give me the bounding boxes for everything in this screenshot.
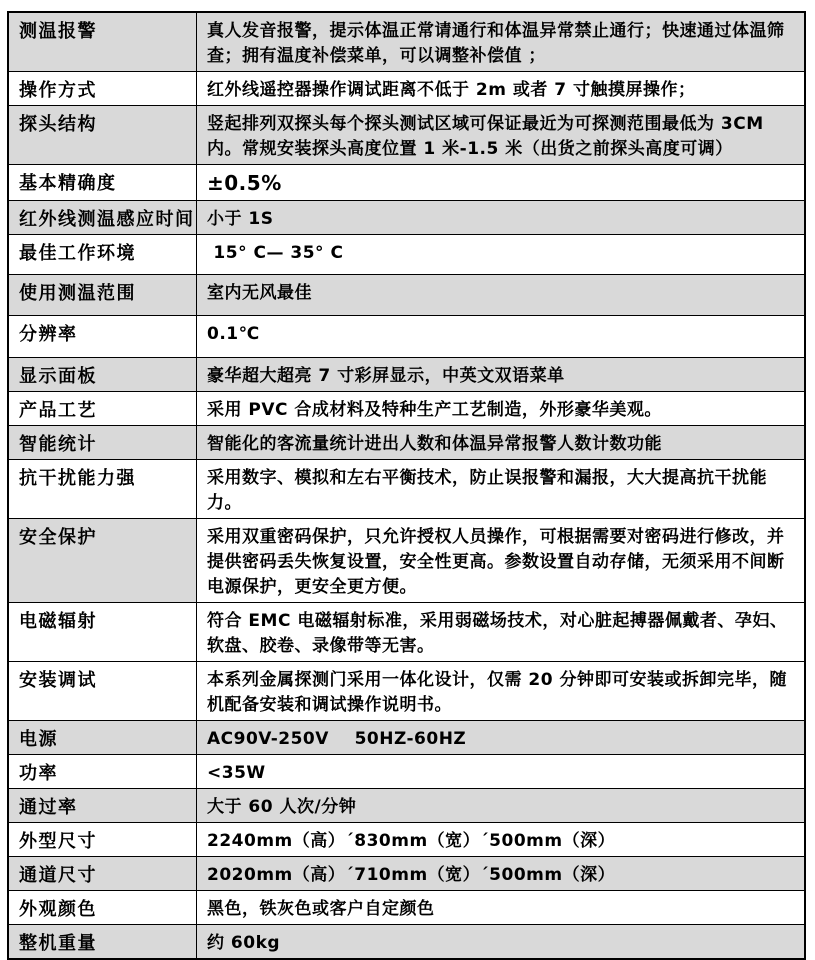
- spec-label-cell: 分辨率: [9, 316, 197, 357]
- spec-label-cell: 电源: [9, 721, 197, 754]
- spec-value-cell: 本系列金属探测门采用一体化设计，仅需 20 分钟即可安装或拆卸完毕，随机配备安装和调试操作说明书。: [197, 662, 804, 720]
- spec-value-cell: 竖起排列双探头每个探头测试区域可保证最近为可探测范围最低为 3CM 内。常规安装探头高度位置 1 米-1.5 米（出货之前探头高度可调）: [197, 106, 804, 164]
- spec-label-cell: 智能统计: [9, 426, 197, 459]
- spec-label-cell: 探头结构: [9, 106, 197, 164]
- spec-row: [9, 924, 804, 958]
- spec-value-cell: 采用数字、模拟和左右平衡技术，防止误报警和漏报，大大提高抗干扰能力。: [197, 460, 804, 518]
- spec-value-cell: 小于 1S: [197, 201, 804, 234]
- spec-row: [9, 105, 804, 164]
- spec-row: [9, 720, 804, 754]
- spec-row: [9, 788, 804, 822]
- spec-label-cell: 测温报警: [9, 13, 197, 71]
- spec-label-cell: 外型尺寸: [9, 823, 197, 856]
- spec-label-cell: 通道尺寸: [9, 857, 197, 890]
- spec-row: [9, 518, 804, 602]
- spec-row: [9, 822, 804, 856]
- spec-value-cell: 15° C— 35° C: [197, 235, 804, 274]
- spec-row: [9, 274, 804, 315]
- spec-label-cell: 产品工艺: [9, 392, 197, 425]
- spec-row: [9, 71, 804, 105]
- spec-value-cell: 智能化的客流量统计进出人数和体温异常报警人数计数功能: [197, 426, 804, 459]
- spec-label-cell: 最佳工作环境: [9, 235, 197, 274]
- spec-label-cell: 显示面板: [9, 358, 197, 391]
- spec-value-cell: 红外线遥控器操作调试距离不低于 2m 或者 7 寸触摸屏操作；: [197, 72, 804, 105]
- spec-value-cell: 室内无风最佳: [197, 275, 804, 315]
- spec-value-cell: AC90V-250V 50HZ-60HZ: [197, 721, 804, 754]
- spec-label-cell: 功率: [9, 755, 197, 788]
- spec-value-cell: ±0.5%: [197, 165, 804, 200]
- spec-table: [7, 11, 806, 960]
- spec-label-cell: 红外线测温感应时间: [9, 201, 197, 234]
- spec-row: [9, 234, 804, 274]
- spec-value-cell: 豪华超大超亮 7 寸彩屏显示，中英文双语菜单: [197, 358, 804, 391]
- spec-row: [9, 890, 804, 924]
- spec-value-cell: 采用 PVC 合成材料及特种生产工艺制造，外形豪华美观。: [197, 392, 804, 425]
- spec-value-cell: <35W: [197, 755, 804, 788]
- spec-row: [9, 200, 804, 234]
- spec-value-cell: 大于 60 人次/分钟: [197, 789, 804, 822]
- spec-label-cell: 安全保护: [9, 519, 197, 602]
- spec-row: [9, 315, 804, 357]
- spec-value-cell: 2240mm（高）´830mm（宽）´500mm（深）: [197, 823, 804, 856]
- spec-row: [9, 602, 804, 661]
- spec-label-cell: 电磁辐射: [9, 603, 197, 661]
- spec-label-cell: 通过率: [9, 789, 197, 822]
- spec-label-cell: 抗干扰能力强: [9, 460, 197, 518]
- spec-value-cell: 符合 EMC 电磁辐射标准，采用弱磁场技术，对心脏起搏器佩戴者、孕妇、软盘、胶卷、录像带等无害。: [197, 603, 804, 661]
- spec-row: [9, 13, 804, 71]
- spec-row: [9, 856, 804, 890]
- spec-row: [9, 459, 804, 518]
- spec-label-cell: 基本精确度: [9, 165, 197, 200]
- spec-value-cell: 黑色，铁灰色或客户自定颜色: [197, 891, 804, 924]
- spec-row: [9, 164, 804, 200]
- spec-row: [9, 391, 804, 425]
- spec-value-cell: 真人发音报警，提示体温正常请通行和体温异常禁止通行；快速通过体温筛查；拥有温度补偿菜单，可以调整补偿值 ；: [197, 13, 804, 71]
- spec-label-cell: 安装调试: [9, 662, 197, 720]
- spec-value-cell: 采用双重密码保护，只允许授权人员操作，可根据需要对密码进行修改，并提供密码丢失恢复设置，安全性更高。参数设置自动存储，无须采用不间断电源保护，更安全更方便。: [197, 519, 804, 602]
- spec-label-cell: 外观颜色: [9, 891, 197, 924]
- spec-row: [9, 425, 804, 459]
- spec-row: [9, 661, 804, 720]
- spec-row: [9, 357, 804, 391]
- spec-value-cell: 约 60kg: [197, 925, 804, 958]
- spec-value-cell: 0.1℃: [197, 316, 804, 357]
- spec-label-cell: 使用测温范围: [9, 275, 197, 315]
- spec-value-cell: 2020mm（高）´710mm（宽）´500mm（深）: [197, 857, 804, 890]
- spec-label-cell: 整机重量: [9, 925, 197, 958]
- spec-label-cell: 操作方式: [9, 72, 197, 105]
- spec-row: [9, 754, 804, 788]
